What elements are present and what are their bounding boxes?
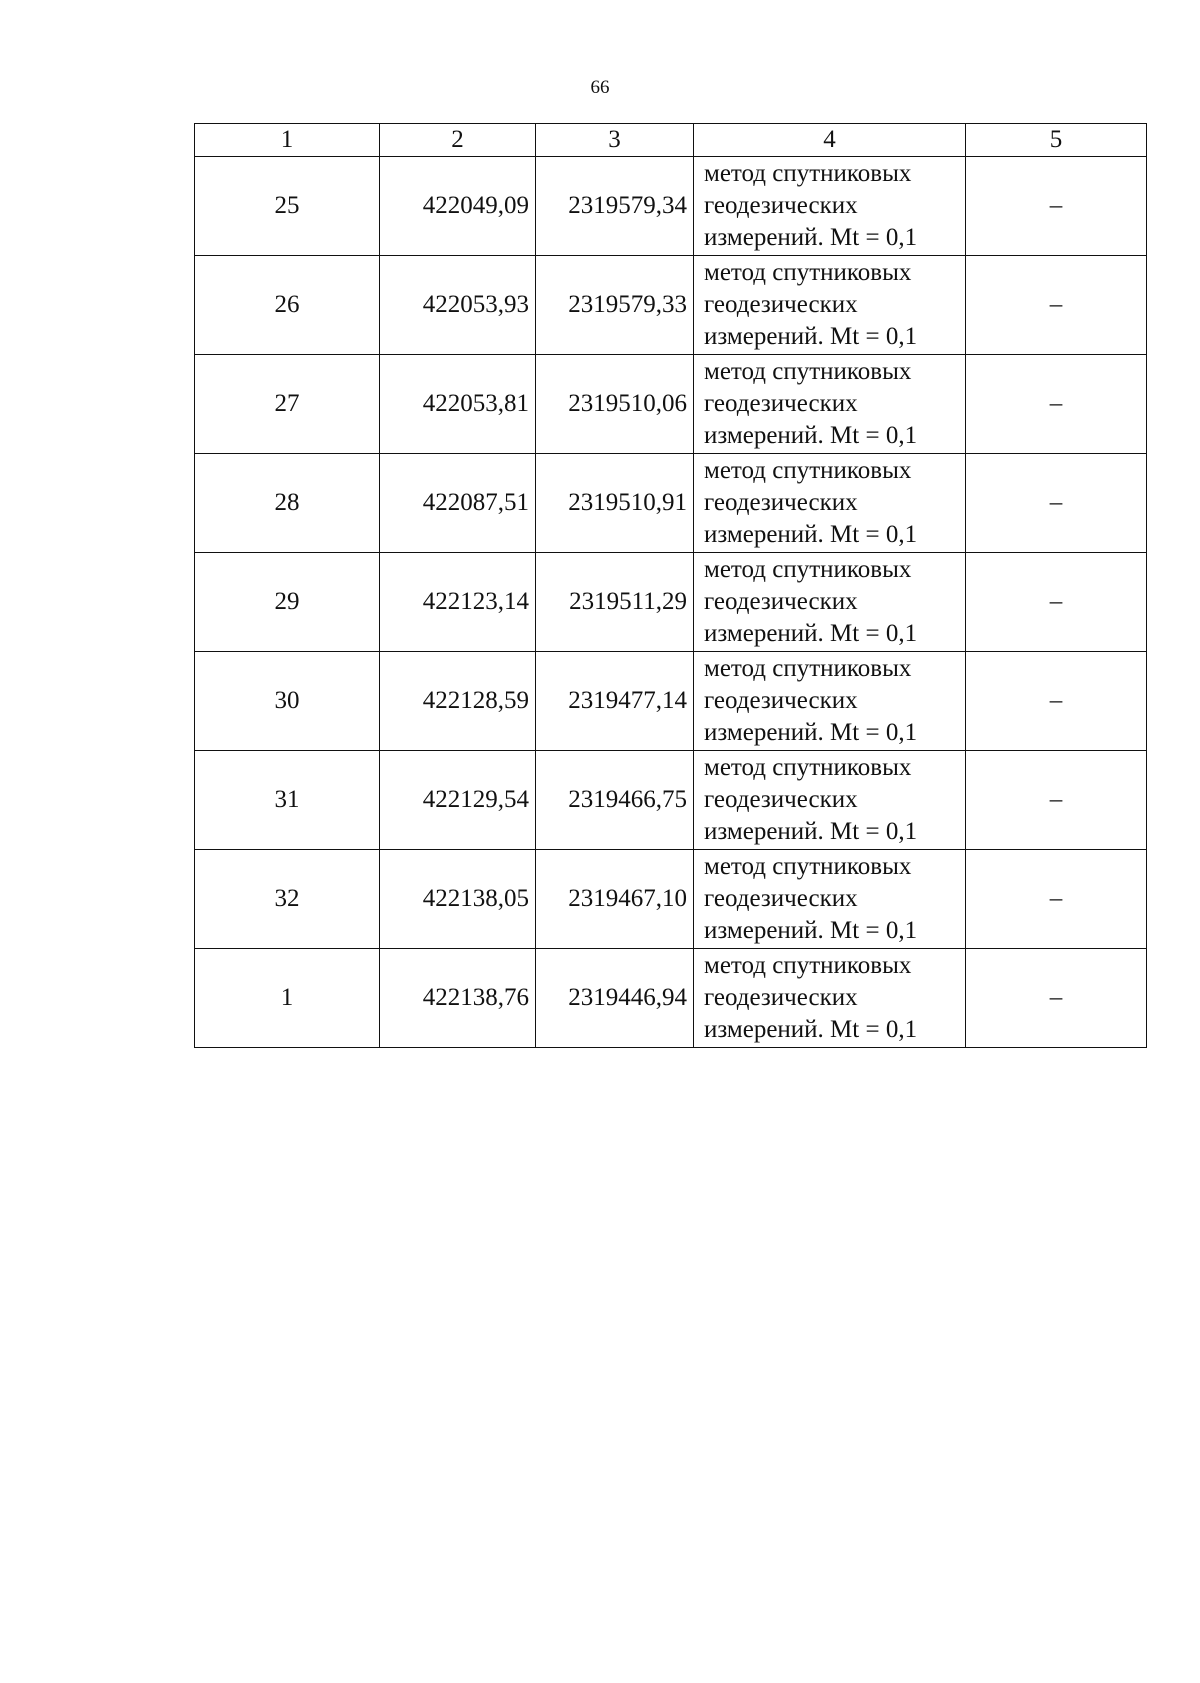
x-coordinate-cell: 422129,54 bbox=[380, 751, 536, 850]
method-line: метод спутниковых bbox=[704, 952, 912, 979]
header-cell-5: 5 bbox=[966, 124, 1147, 157]
method-line: метод спутниковых bbox=[704, 853, 912, 880]
method-cell bbox=[694, 652, 966, 751]
point-number-cell: 1 bbox=[195, 949, 380, 1048]
method-line: измерений. Mt = 0,1 bbox=[704, 422, 918, 449]
x-coordinate-cell: 422049,09 bbox=[380, 157, 536, 256]
point-number-cell: 29 bbox=[195, 553, 380, 652]
method-line: измерений. Mt = 0,1 bbox=[704, 719, 918, 746]
method-line: геодезических bbox=[704, 588, 858, 615]
method-line: метод спутниковых bbox=[704, 160, 912, 187]
method-line: геодезических bbox=[704, 885, 858, 912]
note-cell: – bbox=[966, 751, 1147, 850]
method-line: метод спутниковых bbox=[704, 259, 912, 286]
table-row bbox=[195, 355, 1147, 454]
method-line: метод спутниковых bbox=[704, 655, 912, 682]
y-coordinate-cell: 2319467,10 bbox=[536, 850, 694, 949]
x-coordinate-cell: 422138,76 bbox=[380, 949, 536, 1048]
method-line: измерений. Mt = 0,1 bbox=[704, 1016, 918, 1043]
point-number-cell: 30 bbox=[195, 652, 380, 751]
method-line: измерений. Mt = 0,1 bbox=[704, 917, 918, 944]
method-cell bbox=[694, 355, 966, 454]
method-line: измерений. Mt = 0,1 bbox=[704, 620, 918, 647]
method-line: измерений. Mt = 0,1 bbox=[704, 224, 918, 251]
method-line: измерений. Mt = 0,1 bbox=[704, 323, 918, 350]
point-number-cell: 27 bbox=[195, 355, 380, 454]
method-line: метод спутниковых bbox=[704, 457, 912, 484]
note-cell: – bbox=[966, 355, 1147, 454]
table-row bbox=[195, 949, 1147, 1048]
y-coordinate-cell: 2319579,34 bbox=[536, 157, 694, 256]
y-coordinate-cell: 2319510,91 bbox=[536, 454, 694, 553]
table-header-row bbox=[195, 124, 1147, 157]
coordinates-table bbox=[194, 123, 1147, 1048]
point-number-cell: 28 bbox=[195, 454, 380, 553]
x-coordinate-cell: 422053,81 bbox=[380, 355, 536, 454]
method-cell bbox=[694, 850, 966, 949]
y-coordinate-cell: 2319477,14 bbox=[536, 652, 694, 751]
method-line: метод спутниковых bbox=[704, 754, 912, 781]
method-cell bbox=[694, 454, 966, 553]
method-line: геодезических bbox=[704, 291, 858, 318]
point-number-cell: 26 bbox=[195, 256, 380, 355]
y-coordinate-cell: 2319579,33 bbox=[536, 256, 694, 355]
header-cell-2: 2 bbox=[380, 124, 536, 157]
table-row bbox=[195, 454, 1147, 553]
note-cell: – bbox=[966, 454, 1147, 553]
table-row bbox=[195, 157, 1147, 256]
method-line: геодезических bbox=[704, 984, 858, 1011]
table-row bbox=[195, 256, 1147, 355]
table-row bbox=[195, 553, 1147, 652]
method-cell bbox=[694, 553, 966, 652]
method-line: метод спутниковых bbox=[704, 358, 912, 385]
table-row bbox=[195, 652, 1147, 751]
x-coordinate-cell: 422087,51 bbox=[380, 454, 536, 553]
method-line: геодезических bbox=[704, 786, 858, 813]
method-line: метод спутниковых bbox=[704, 556, 912, 583]
note-cell: – bbox=[966, 256, 1147, 355]
x-coordinate-cell: 422123,14 bbox=[380, 553, 536, 652]
method-line: измерений. Mt = 0,1 bbox=[704, 818, 918, 845]
page-number: 66 bbox=[590, 77, 610, 98]
y-coordinate-cell: 2319446,94 bbox=[536, 949, 694, 1048]
method-line: геодезических bbox=[704, 390, 858, 417]
point-number-cell: 31 bbox=[195, 751, 380, 850]
header-cell-3: 3 bbox=[536, 124, 694, 157]
note-cell: – bbox=[966, 553, 1147, 652]
note-cell: – bbox=[966, 157, 1147, 256]
x-coordinate-cell: 422128,59 bbox=[380, 652, 536, 751]
y-coordinate-cell: 2319511,29 bbox=[536, 553, 694, 652]
method-line: геодезических bbox=[704, 687, 858, 714]
point-number-cell: 25 bbox=[195, 157, 380, 256]
note-cell: – bbox=[966, 949, 1147, 1048]
x-coordinate-cell: 422138,05 bbox=[380, 850, 536, 949]
method-line: измерений. Mt = 0,1 bbox=[704, 521, 918, 548]
method-cell bbox=[694, 751, 966, 850]
method-cell bbox=[694, 157, 966, 256]
table-row bbox=[195, 850, 1147, 949]
point-number-cell: 32 bbox=[195, 850, 380, 949]
method-cell bbox=[694, 949, 966, 1048]
method-line: геодезических bbox=[704, 489, 858, 516]
header-cell-4: 4 bbox=[694, 124, 966, 157]
y-coordinate-cell: 2319510,06 bbox=[536, 355, 694, 454]
y-coordinate-cell: 2319466,75 bbox=[536, 751, 694, 850]
table-row bbox=[195, 751, 1147, 850]
x-coordinate-cell: 422053,93 bbox=[380, 256, 536, 355]
method-cell bbox=[694, 256, 966, 355]
note-cell: – bbox=[966, 652, 1147, 751]
note-cell: – bbox=[966, 850, 1147, 949]
method-line: геодезических bbox=[704, 192, 858, 219]
header-cell-1: 1 bbox=[195, 124, 380, 157]
table-body bbox=[195, 124, 1147, 1048]
